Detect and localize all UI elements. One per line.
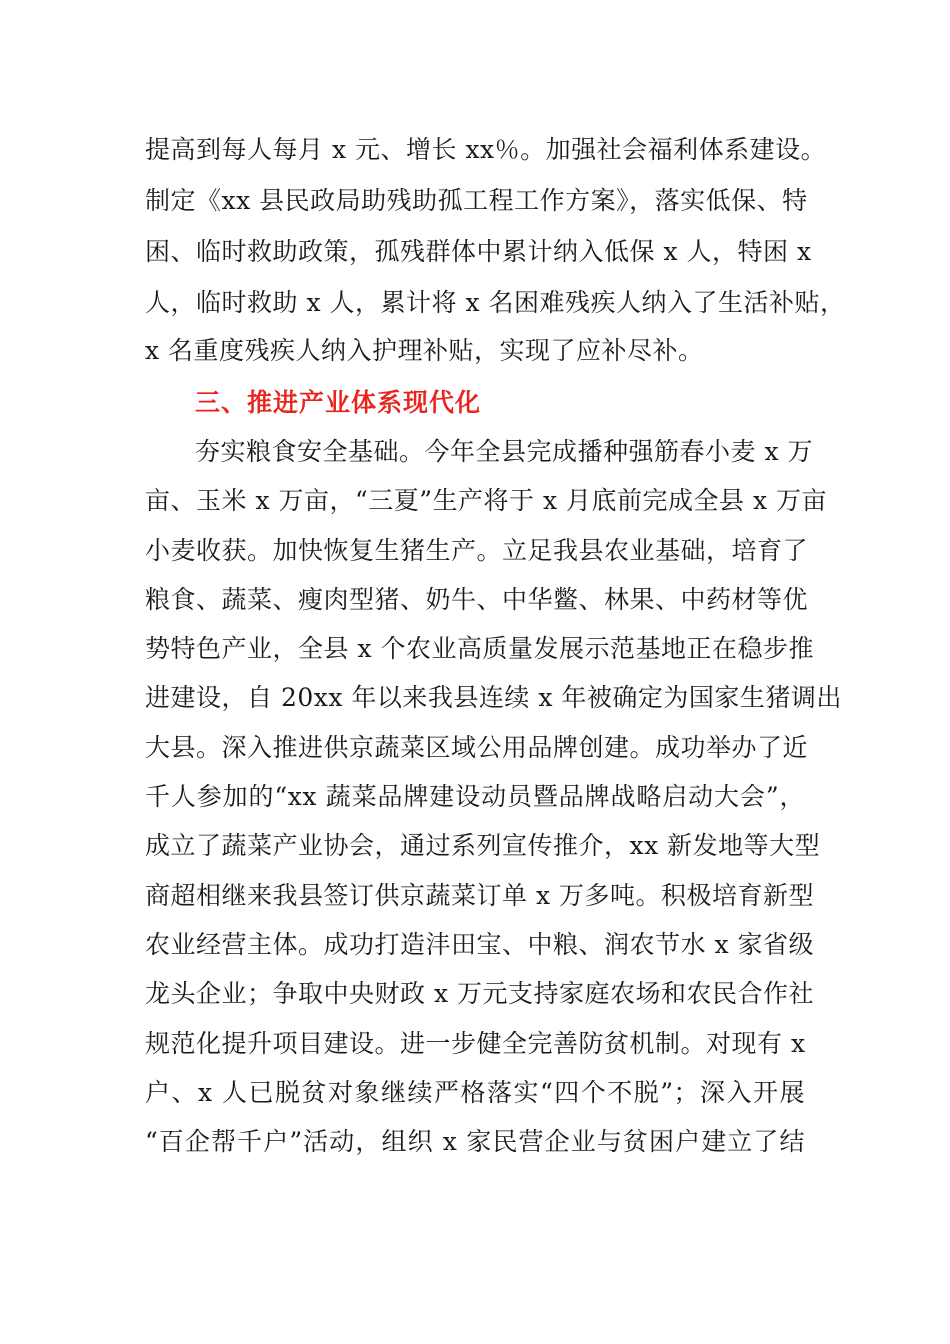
text-line: 大县。深入推进供京蔬菜区域公用品牌创建。成功举办了近 bbox=[145, 733, 809, 762]
text-line: 提高到每人每月 x 元、增长 xx％。加强社会福利体系建设。 bbox=[145, 135, 827, 164]
text-line: 农业经营主体。成功打造沣田宝、中粮、润农节水 x 家省级 bbox=[145, 930, 814, 959]
text-line: 千人参加的“xx 蔬菜品牌建设动员暨品牌战略启动大会”， bbox=[145, 782, 805, 811]
text-line: x 名重度残疾人纳入护理补贴，实现了应补尽补。 bbox=[145, 336, 704, 365]
text-line: 亩、玉米 x 万亩，“三夏”生产将于 x 月底前完成全县 x 万亩 bbox=[145, 486, 828, 515]
section-heading: 三、推进产业体系现代化 bbox=[195, 388, 482, 417]
text-line: 成立了蔬菜产业协会，通过系列宣传推介，xx 新发地等大型 bbox=[145, 831, 821, 860]
text-line: 户、x 人已脱贫对象继续严格落实“四个不脱”；深入开展 bbox=[145, 1078, 805, 1107]
text-line: 进建设，自 20xx 年以来我县连续 x 年被确定为国家生猪调出 bbox=[145, 683, 842, 712]
text-line: “百企帮千户”活动，组织 x 家民营企业与贫困户建立了结 bbox=[145, 1127, 805, 1156]
text-line: 规范化提升项目建设。进一步健全完善防贫机制。对现有 x bbox=[145, 1029, 806, 1058]
text-line: 龙头企业；争取中央财政 x 万元支持家庭农场和农民合作社 bbox=[145, 979, 814, 1008]
text-line: 困、临时救助政策，孤残群体中累计纳入低保 x 人，特困 x bbox=[145, 237, 812, 266]
text-line: 势特色产业，全县 x 个农业高质量发展示范基地正在稳步推 bbox=[145, 634, 814, 663]
text-line: 商超相继来我县签订供京蔬菜订单 x 万多吨。积极培育新型 bbox=[145, 881, 814, 910]
text-line: 夯实粮食安全基础。今年全县完成播种强筋春小麦 x 万 bbox=[195, 437, 813, 466]
text-line: 人，临时救助 x 人，累计将 x 名困难残疾人纳入了生活补贴， bbox=[145, 288, 846, 317]
text-line: 制定《xx 县民政局助残助孤工程工作方案》，落实低保、特 bbox=[145, 186, 808, 215]
text-line: 粮食、蔬菜、瘦肉型猪、奶牛、中华鳖、林果、中药材等优 bbox=[145, 585, 809, 614]
text-line: 小麦收获。加快恢复生猪生产。立足我县农业基础，培育了 bbox=[145, 536, 809, 565]
